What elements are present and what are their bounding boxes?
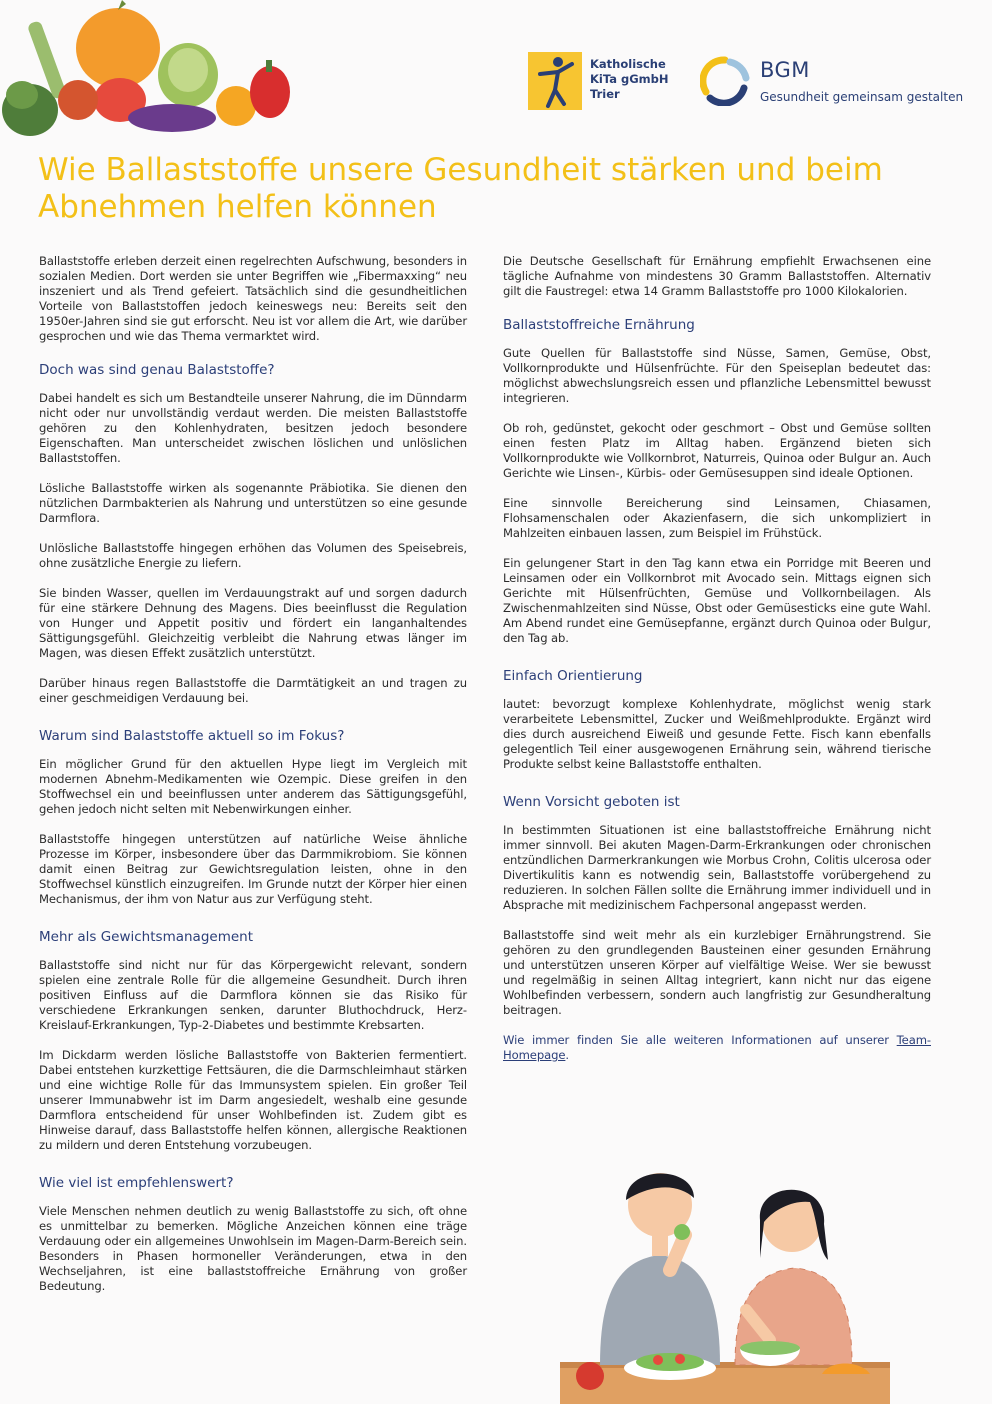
intro-paragraph: Ballaststoffe erleben derzeit einen regelrechten Aufschwung, besonders in sozialen Medien. Dort werden sie unter Begriffen wie „Fibermaxxing“ neu inszeniert und als Trend gefeiert. Tatsächlich sind die gesundheitlichen Vorteile von Ballaststoffen jedoch keineswegs neu: Bereits seit den 1950er-Jahren sind sie gut erforscht. Neu ist vor allem die Art, wie darüber gesprochen und wie das Thema vermarktet wird. <box>39 254 467 343</box>
section-heading-nutrition: Ballaststoffreiche Ernährung <box>503 317 695 333</box>
vegetables-illustration <box>0 0 300 145</box>
right-column <box>503 254 931 1078</box>
team-homepage-link[interactable]: Team-Homepage <box>503 1033 931 1062</box>
kita-logo <box>528 52 678 112</box>
section-heading-weight: Mehr als Gewichtsmanagement <box>39 929 253 945</box>
kita-logo-line2: KiTa gGmbH <box>590 72 669 86</box>
section-heading-recommended: Wie viel ist empfehlenswert? <box>39 1175 234 1191</box>
paragraph: Ballaststoffe sind weit mehr als ein kurzlebiger Ernährungstrend. Sie gehören zu den grundlegenden Bausteinen einer gesunden Ernährung und unterstützen unseren Körper auf vielfältige Weise. Wer sie bewusst und regelmäßig in seinen Alltag integriert, kann nicht nur das eigene Wohlbefinden verbessern, sondern auch langfristig zur Gesundheraltung beitragen. <box>503 928 931 1017</box>
kita-logo-mark <box>528 52 582 110</box>
paragraph: Ein möglicher Grund für den aktuellen Hype liegt im Vergleich mit modernen Abnehm-Medikamenten wie Ozempic. Diese greifen in den Stoffwechsel ein und beeinflussen unter anderem das Sättigungsgefühl, gehen jedoch nicht selten mit Nebenwirkungen einher. <box>39 757 467 816</box>
paragraph: Eine sinnvolle Bereicherung sind Leinsamen, Chiasamen, Flohsamenschalen oder Akazienfasern, die sich unkompliziert in Mahlzeiten einbauen lassen, zum Beispiel im Frühstück. <box>503 496 931 540</box>
paragraph: Ob roh, gedünstet, gekocht oder geschmort – Obst und Gemüse sollten einen festen Platz im Alltag haben. Ergänzend bieten sich Vollkornprodukte wie Vollkornbrot, Naturreis, Quinoa oder Bulgur an. Auch Gerichte wie Linsen-, Kürbis- oder Gemüsesuppen sind ideale Optionen. <box>503 421 931 480</box>
closing-text: Wie immer finden Sie alle weiteren Informationen auf unserer <box>503 1033 897 1047</box>
section-heading-caution: Wenn Vorsicht geboten ist <box>503 794 680 810</box>
paragraph: Ballaststoffe hingegen unterstützen auf natürliche Weise ähnliche Prozesse im Körper, insbesondere über das Darmmikrobiom. Sie können damit einen Beitrag zur Gewichtsregulation leisten, ohne in den Stoffwechsel künstlich einzugreifen. Im Grunde nutzt der Körper hier einen Mechanismus, der ihm von Natur aus zur Verfügung steht. <box>39 832 467 906</box>
section-heading-orientation: Einfach Orientierung <box>503 668 643 684</box>
paragraph: Die Deutsche Gesellschaft für Ernährung empfiehlt Erwachsenen eine tägliche Aufnahme von mindestens 30 Gramm Ballaststoffen. Alternativ gilt die Faustregel: etwa 14 Gramm Ballaststoffe pro 1000 Kilokalorien. <box>503 254 931 298</box>
section-heading-what: Doch was sind genau Balaststoffe? <box>39 362 275 378</box>
paragraph: Lösliche Ballaststoffe wirken als sogenannte Präbiotika. Sie dienen den nützlichen Darmbakterien als Nahrung und unterstützen so eine gesunde Darmflora. <box>39 481 467 525</box>
bgm-logo <box>700 56 964 106</box>
bgm-logo-title: BGM <box>760 58 810 82</box>
section-heading-focus: Warum sind Balaststoffe aktuell so im Fokus? <box>39 728 345 744</box>
closing-period: . <box>565 1048 569 1062</box>
bgm-logo-mark <box>700 56 750 106</box>
paragraph: Ballaststoffe sind nicht nur für das Körpergewicht relevant, sondern spielen eine zentrale Rolle für die allgemeine Gesundheit. Durch ihren positiven Einfluss auf die Darmflora können sie das Risiko für verschiedene Erkrankungen senken, darunter Bluthochdruck, Herz-Kreislauf-Erkrankungen, Typ-2-Diabetes und bestimmte Krebsarten. <box>39 958 467 1032</box>
page-title: Wie Ballaststoffe unsere Gesundheit stärken und beim Abnehmen helfen können <box>38 152 883 225</box>
paragraph: Dabei handelt es sich um Bestandteile unserer Nahrung, die im Dünndarm nicht oder nur unvollständig verdaut werden. Die meisten Ballaststoffe gehören zu den Kohlenhydraten, besitzen jedoch besondere Eigenschaften. Man unterscheidet zwischen löslichen und unlöslichen Ballaststoffen. <box>39 391 467 465</box>
paragraph: Sie binden Wasser, quellen im Verdauungstrakt auf und sorgen dadurch für eine stärkere Dehnung des Magens. Dies beeinflusst die Regulation von Hunger und Appetit positiv und fördert ein langanhaltendes Sättigungsgefühl. Gleichzeitig verbleibt die Nahrung etwas länger im Magen, was diesen Effekt zusätzlich unterstützt. <box>39 586 467 660</box>
kita-logo-line1: Katholische <box>590 57 666 71</box>
paragraph: Im Dickdarm werden lösliche Ballaststoffe von Bakterien fermentiert. Dabei entstehen kurzkettige Fettsäuren, die die Darmschleimhaut stärken und eine wichtige Rolle für das Immunsystem spielen. Ein großer Teil unserer Immunabwehr ist im Darm angesiedelt, weshalb eine gesunde Darmflora entscheidend für unser Wohlbefinden ist. Zudem gibt es Hinweise darauf, dass Ballaststoffe helfen können, allergische Reaktionen zu mildern und deren Entstehung vorzubeugen. <box>39 1048 467 1152</box>
paragraph: lautet: bevorzugt komplexe Kohlenhydrate, möglichst wenig stark verarbeitete Lebensmittel, Zucker und Weißmehlprodukte. Ergänzt wird dies durch ausreichend Eiweiß und gesunde Fette. Fisch kann ebenfalls gelegentlich Teil einer ausgewogenen Ernährung sein, während tierische Produkte selbst keine Ballaststoffe enthalten. <box>503 697 931 771</box>
paragraph: Gute Quellen für Ballaststoffe sind Nüsse, Samen, Gemüse, Obst, Vollkornprodukte und Hülsenfrüchte. Für den Speiseplan bedeutet das: möglichst abwechslungsreich essen und pflanzliche Lebensmittel bewusst integrieren. <box>503 346 931 405</box>
paragraph: Ein gelungener Start in den Tag kann etwa ein Porridge mit Beeren und Leinsamen oder ein Vollkornbrot mit Avocado sein. Mittags eignen sich Gerichte mit Hülsenfrüchten, Gemüse und Vollkornbeilagen. Als Zwischenmahlzeiten sind Nüsse, Obst oder Gemüsesticks eine gute Wahl. Am Abend rundet eine Gemüsepfanne, ergänzt durch Quinoa oder Bulgur, den Tag ab. <box>503 556 931 645</box>
paragraph: Darüber hinaus regen Ballaststoffe die Darmtätigkeit an und tragen zu einer geschmeidigen Verdauung bei. <box>39 676 467 705</box>
paragraph: Unlösliche Ballaststoffe hingegen erhöhen das Volumen des Speisebreis, ohne zusätzliche Energie zu liefern. <box>39 541 467 570</box>
kita-logo-line3: Trier <box>590 87 620 101</box>
left-column <box>39 254 467 1309</box>
bgm-logo-subtitle: Gesundheit gemeinsam gestalten <box>760 90 964 104</box>
people-eating-illustration <box>560 1140 890 1404</box>
paragraph: In bestimmten Situationen ist eine ballaststoffreiche Ernährung nicht immer sinnvoll. Bei akuten Magen-Darm-Erkrankungen oder chronischen entzündlichen Darmerkrankungen wie Morbus Crohn, Colitis ulcerosa oder Divertikulitis kann es notwendig sein, Ballaststoffe vorübergehend zu reduzieren. In solchen Fällen sollte die Ernährung immer individuell und in Absprache mit medizinischem Fachpersonal angepasst werden. <box>503 823 931 912</box>
paragraph: Viele Menschen nehmen deutlich zu wenig Ballaststoffe zu sich, oft ohne es unmittelbar zu bemerken. Mögliche Anzeichen können eine träge Verdauung oder ein allgemeines Unwohlsein im Magen-Darm-Bereich sein. Besonders in Phasen hormoneller Veränderungen, etwa in den Wechseljahren, ist eine ballaststoffreiche Ernährung von großer Bedeutung. <box>39 1204 467 1293</box>
closing-note <box>503 1033 931 1063</box>
